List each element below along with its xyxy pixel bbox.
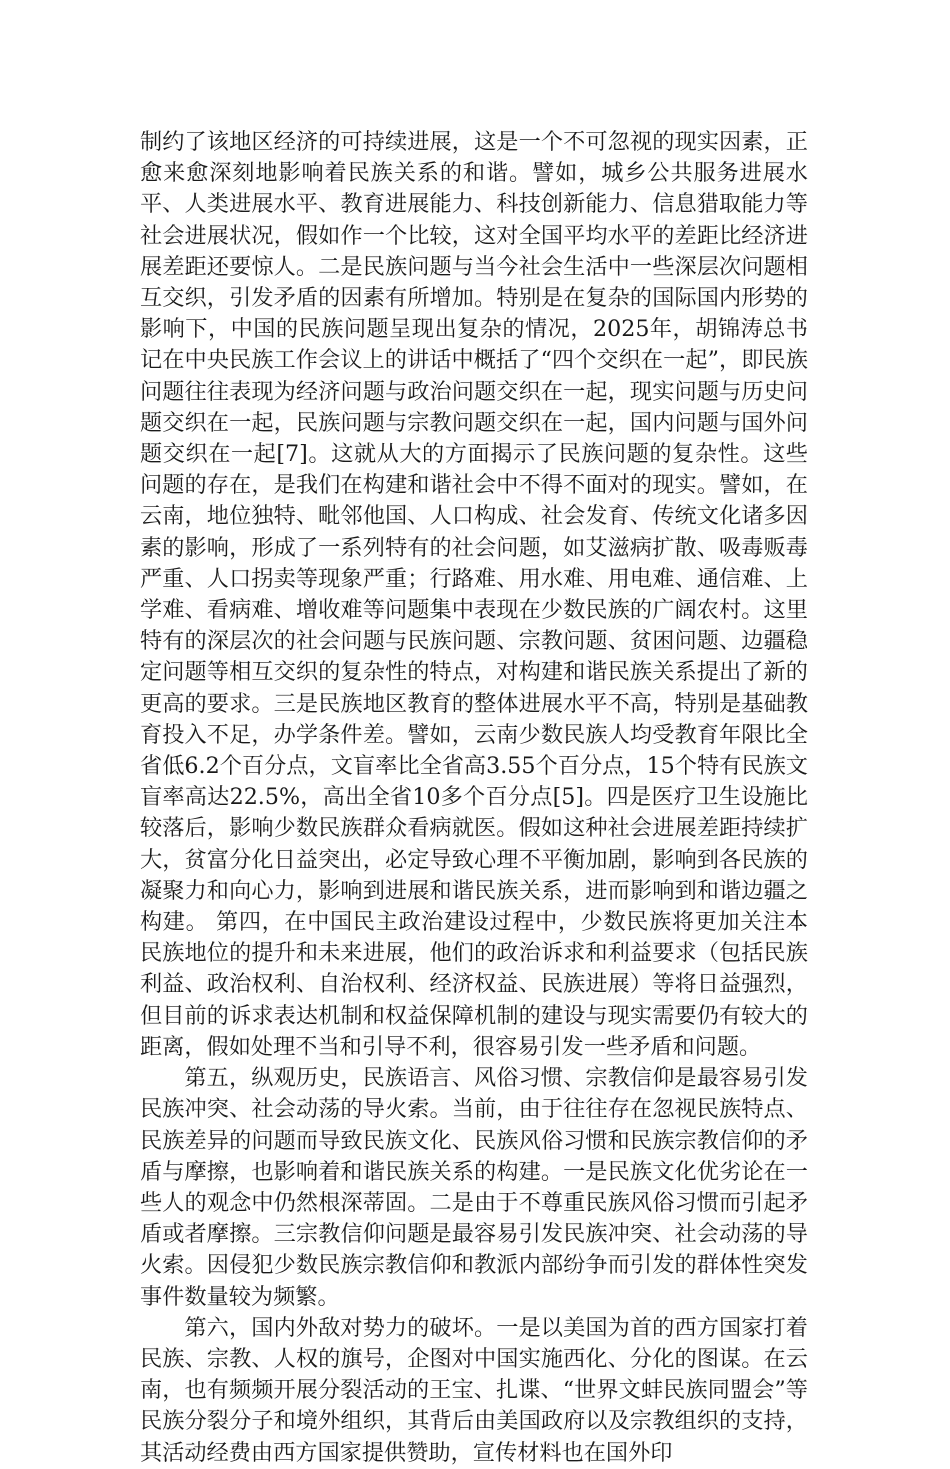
paragraph-2: 第五，纵观历史，民族语言、风俗习惯、宗教信仰是最容易引发民族冲突、社会动荡的导火索。当前，由于往往存在忽视民族特点、民族差异的问题而导致民族文化、民族风俗习惯和民族宗教信仰的矛盾与摩擦，也影响着和谐民族关系的构建。一是民族文化优劣论在一些人的观念中仍然根深蒂固。二是由于不尊重民族风俗习惯而引起矛盾或者摩擦。三宗教信仰问题是最容易引发民族冲突、社会动荡的导火索。因侵犯少数民族宗教信仰和教派内部纷争而引发的群体性突发事件数量较为频繁。 [140,1065,808,1310]
paragraph-3: 第六，国内外敌对势力的破坏。一是以美国为首的西方国家打着民族、宗教、人权的旗号，企图对中国实施西化、分化的图谋。在云南，也有频频开展分裂活动的王宝、扎谍、“世界文蚌民族同盟会”等民族分裂分子和境外组织，其背后由美国政府以及宗教组织的支持，其活动经费由西方国家提供赞助，宣传材料也在国外印 [140,1314,808,1466]
document-body [140,127,808,1469]
paragraph-1: 制约了该地区经济的可持续进展，这是一个不可忽视的现实因素，正愈来愈深刻地影响着民族关系的和谐。譬如，城乡公共服务进展水平、人类进展水平、教育进展能力、科技创新能力、信息猎取能力等社会进展状况，假如作一个比较，这对全国平均水平的差距比经济进展差距还要惊人。二是民族问题与当今社会生活中一些深层次问题相互交织，引发矛盾的因素有所增加。特别是在复杂的国际国内形势的影响下，中国的民族问题呈现出复杂的情况，2025年，胡锦涛总书记在中央民族工作会议上的讲话中概括了“四个交织在一起”，即民族问题往往表现为经济问题与政治问题交织在一起，现实问题与历史问题交织在一起，民族问题与宗教问题交织在一起，国内问题与国外问题交织在一起[7]。这就从大的方面揭示了民族问题的复杂性。这些问题的存在，是我们在构建和谐社会中不得不面对的现实。譬如，在云南，地位独特、毗邻他国、人口构成、社会发育、传统文化诸多因素的影响，形成了一系列特有的社会问题，如艾滋病扩散、吸毒贩毒严重、人口拐卖等现象严重；行路难、用水难、用电难、通信难、上学难、看病难、增收难等问题集中表现在少数民族的广阔农村。这里特有的深层次的社会问题与民族问题、宗教问题、贫困问题、边疆稳定问题等相互交织的复杂性的特点，对构建和谐民族关系提出了新的更高的要求。三是民族地区教育的整体进展水平不高，特别是基础教育投入不足，办学条件差。譬如，云南少数民族人均受教育年限比全省低6.2个百分点，文盲率比全省高3.55个百分点，15个特有民族文盲率高达22.5%，高出全省10多个百分点[5]。四是医疗卫生设施比较落后，影响少数民族群众看病就医。假如这种社会进展差距持续扩大，贫富分化日益突出，必定导致心理不平衡加剧，影响到各民族的凝聚力和向心力，影响到进展和谐民族关系，进而影响到和谐边疆之构建。 第四，在中国民主政治建设过程中，少数民族将更加关注本民族地位的提升和未来进展，他们的政治诉求和利益要求（包括民族利益、政治权利、自治权利、经济权益、民族进展）等将日益强烈，但目前的诉求表达机制和权益保障机制的建设与现实需要仍有较大的距离，假如处理不当和引导不利，很容易引发一些矛盾和问题。 [140,129,808,1060]
